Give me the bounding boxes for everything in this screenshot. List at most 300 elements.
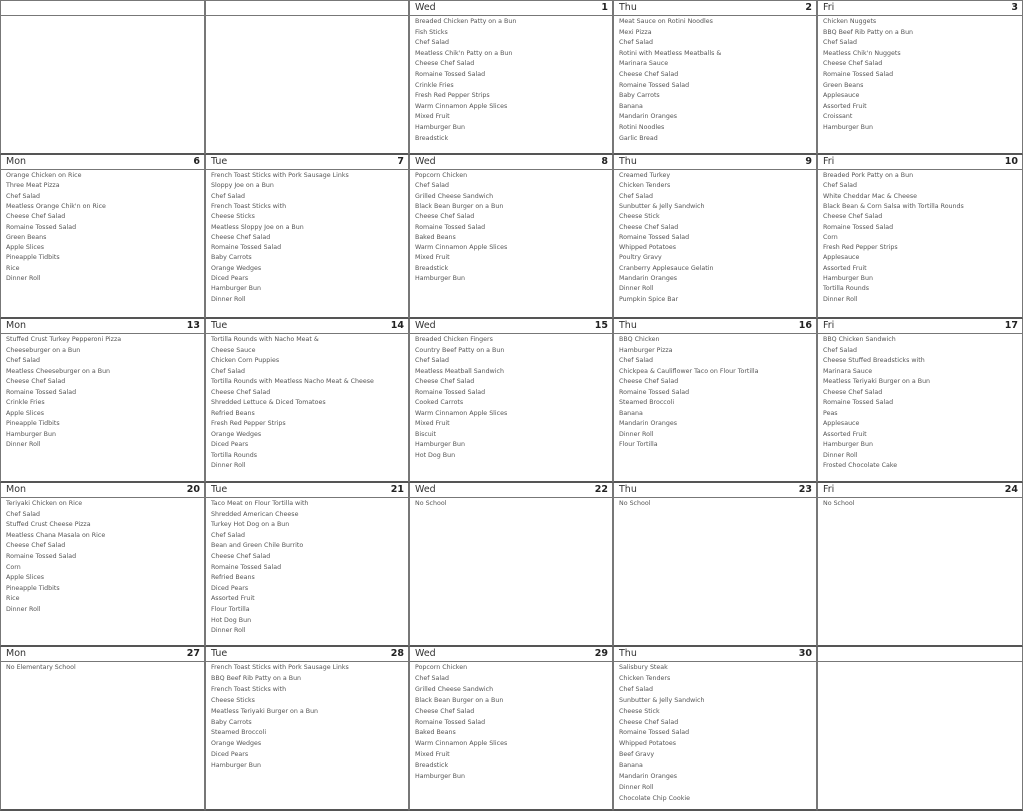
day-name: Tue: [211, 156, 228, 167]
menu-item: Dinner Roll: [823, 451, 858, 459]
day-cell: [205, 319, 409, 483]
menu-item: Tortilla Rounds with Meatless Nacho Meat & Cheese: [211, 378, 374, 385]
day-cell: [613, 0, 817, 155]
menu-item: Dinner Roll: [211, 627, 246, 635]
day-cell: [205, 647, 409, 811]
menu-item: Dinner Roll: [6, 441, 41, 448]
menu-item: Whipped Potatoes: [619, 740, 677, 748]
menu-item: Sunbutter & Jelly Sandwich: [619, 696, 705, 704]
menu-item: Apple Slices: [6, 244, 45, 252]
day-cell: [0, 0, 205, 155]
day-cell: [613, 647, 817, 811]
menu-item: Chef Salad: [211, 367, 245, 375]
menu-item: Stuffed Crust Cheese Pizza: [6, 521, 91, 529]
menu-item: Pumpkin Spice Bar: [619, 295, 679, 303]
day-header: [206, 319, 408, 334]
menu-item: Chef Salad: [6, 357, 40, 364]
menu-item: Cheese Chef Salad: [415, 213, 475, 221]
menu-item: Whipped Potatoes: [619, 244, 677, 252]
day-header: [1, 483, 204, 498]
day-name: Fri: [823, 156, 835, 167]
day-name: Wed: [415, 484, 436, 495]
menu-item: Chicken Nuggets: [823, 18, 877, 25]
day-name: Fri: [823, 320, 835, 331]
menu-item: Mandarin Oranges: [619, 113, 678, 121]
menu-item: Meatless Chik'n Patty on a Bun: [415, 49, 513, 57]
menu-item: French Toast Sticks with: [211, 202, 287, 210]
day-cell: [409, 483, 613, 647]
menu-item: Cheese Stuffed Breadsticks with: [823, 357, 925, 364]
menu-item: Cooked Carrots: [415, 399, 464, 406]
day-number: 30: [798, 648, 812, 659]
menu-item: Chicken Tenders: [619, 182, 671, 190]
day-header: [818, 647, 1022, 662]
menu-item: Chicken Corn Puppies: [211, 357, 280, 364]
menu-item: Assorted Fruit: [823, 102, 867, 110]
menu-item: Diced Pears: [211, 441, 249, 448]
menu-item: Pineapple Tidbits: [6, 254, 60, 262]
day-header: [410, 155, 612, 170]
menu-item: Cheese Chef Salad: [6, 378, 66, 385]
menu-item: Hamburger Pizza: [619, 346, 673, 354]
day-header: [206, 1, 408, 16]
day-name: Mon: [6, 156, 27, 167]
day-number: 15: [594, 320, 608, 331]
day-cell: [817, 483, 1023, 647]
menu-item: Romaine Tossed Salad: [619, 729, 690, 737]
day-header: [410, 1, 612, 16]
menu-item: Applesauce: [823, 92, 860, 100]
day-cell: [409, 647, 613, 811]
menu-item: No School: [823, 500, 855, 507]
menu-item: Romaine Tossed Salad: [211, 244, 282, 252]
day-name: Fri: [823, 2, 835, 13]
menu-item: Crinkle Fries: [6, 399, 45, 406]
menu-item: Mixed Fruit: [415, 113, 450, 121]
menu-item: Dinner Roll: [619, 783, 654, 791]
day-name: Tue: [211, 648, 228, 659]
day-number: 16: [798, 320, 812, 331]
menu-item: Cheese Sticks: [211, 696, 255, 704]
day-cell: [817, 0, 1023, 155]
menu-item: Rotini with Meatless Meatballs &: [619, 49, 722, 57]
menu-item: Banana: [619, 409, 643, 417]
menu-item: Turkey Hot Dog on a Bun: [211, 521, 290, 529]
day-name: Mon: [6, 648, 27, 659]
day-cell: [205, 0, 409, 155]
day-header: [818, 483, 1022, 498]
menu-item: BBQ Chicken Sandwich: [823, 336, 896, 343]
menu-item: Hot Dog Bun: [211, 616, 252, 624]
menu-item: Pineapple Tidbits: [6, 584, 60, 592]
day-number: 6: [193, 156, 200, 167]
day-number: 22: [594, 484, 608, 495]
day-cell: [0, 647, 205, 811]
day-name: Tue: [211, 484, 228, 495]
menu-item: Teriyaki Chicken on Rice: [6, 500, 83, 507]
menu-item: Chef Salad: [6, 192, 40, 200]
menu-item: Romaine Tossed Salad: [619, 81, 690, 89]
menu-item: Diced Pears: [211, 584, 249, 592]
menu-item: Breadstick: [415, 762, 449, 770]
menu-item: Cheese Chef Salad: [619, 718, 679, 726]
menu-item: Tortilla Rounds: [823, 285, 869, 293]
menu-item: Black Bean Burger on a Bun: [415, 696, 504, 704]
menu-item: Crinkle Fries: [415, 81, 454, 89]
day-cell: [817, 647, 1023, 811]
menu-item: Dinner Roll: [619, 285, 654, 293]
menu-item: Tortilla Rounds with Nacho Meat &: [211, 336, 319, 343]
menu-item: Chef Salad: [415, 39, 449, 47]
menu-item: Mandarin Oranges: [619, 420, 678, 427]
day-header: [1, 647, 204, 662]
menu-item: Frosted Chocolate Cake: [823, 462, 898, 469]
menu-item: Hamburger Bun: [823, 124, 873, 131]
menu-item: Chef Salad: [6, 510, 40, 518]
menu-item: Creamed Turkey: [619, 172, 671, 179]
menu-item: Green Beans: [6, 233, 47, 241]
menu-item: Refried Beans: [211, 574, 255, 582]
menu-item: Beef Gravy: [619, 751, 655, 759]
menu-item: Marinara Sauce: [823, 367, 873, 375]
menu-item: Cheese Chef Salad: [211, 388, 271, 396]
menu-item: Cheese Chef Salad: [823, 60, 883, 68]
menu-item: Chef Salad: [823, 39, 857, 47]
menu-item: Poultry Gravy: [619, 254, 662, 262]
day-number: 10: [1004, 156, 1018, 167]
menu-item: Marinara Sauce: [619, 60, 669, 68]
menu-item: Cheeseburger on a Bun: [6, 346, 81, 354]
day-number: 20: [186, 484, 200, 495]
menu-item: Chef Salad: [619, 685, 653, 693]
menu-item: Garlic Bread: [619, 134, 658, 142]
day-number: 9: [805, 156, 812, 167]
menu-item: Diced Pears: [211, 751, 249, 759]
menu-item: Refried Beans: [211, 409, 255, 417]
menu-item: Stuffed Crust Turkey Pepperoni Pizza: [6, 336, 122, 343]
day-number: 17: [1004, 320, 1018, 331]
day-name: Thu: [619, 484, 637, 495]
day-number: 14: [390, 320, 404, 331]
menu-item: Meat Sauce on Rotini Noodles: [619, 18, 713, 25]
menu-item: Cheese Chef Salad: [619, 223, 679, 231]
day-name: Thu: [619, 648, 637, 659]
menu-item: Cheese Sticks: [211, 213, 255, 221]
menu-item: Orange Chicken on Rice: [6, 172, 82, 179]
menu-item: Banana: [619, 102, 643, 110]
menu-item: Baby Carrots: [211, 254, 252, 262]
menu-item: Rice: [6, 595, 20, 603]
menu-item: Popcorn Chicken: [415, 172, 468, 179]
menu-item: White Cheddar Mac & Cheese: [823, 192, 917, 200]
menu-item: Romaine Tossed Salad: [211, 563, 282, 571]
menu-item: Romaine Tossed Salad: [415, 223, 486, 231]
menu-item: Cheese Chef Salad: [619, 71, 679, 78]
day-header: [1, 155, 204, 170]
menu-item: Flour Tortilla: [619, 441, 658, 448]
day-cell: [817, 319, 1023, 483]
menu-item: Hamburger Bun: [211, 285, 261, 293]
menu-item: Hamburger Bun: [823, 441, 873, 448]
day-name: Tue: [211, 320, 228, 331]
menu-item: Mixed Fruit: [415, 751, 450, 759]
menu-item: Orange Wedges: [211, 740, 262, 748]
menu-item: Warm Cinnamon Apple Slices: [415, 409, 508, 417]
menu-item: Three Meat Pizza: [6, 182, 60, 190]
menu-item: Warm Cinnamon Apple Slices: [415, 102, 508, 110]
menu-item: Rotini Noodles: [619, 124, 665, 131]
menu-item: Steamed Broccoli: [619, 399, 675, 406]
menu-item: Breaded Pork Patty on a Bun: [823, 172, 914, 179]
menu-item: Corn: [823, 233, 838, 241]
day-header: [1, 1, 204, 16]
menu-item: Orange Wedges: [211, 430, 262, 438]
menu-item: No School: [415, 500, 447, 507]
menu-item: Romaine Tossed Salad: [6, 388, 77, 396]
day-header: [614, 319, 816, 334]
menu-item: Cheese Chef Salad: [415, 707, 475, 715]
menu-item: Taco Meat on Flour Tortilla with: [211, 500, 309, 507]
menu-item: Cheese Chef Salad: [6, 213, 66, 221]
menu-item: Hot Dog Bun: [415, 451, 456, 459]
menu-item: Meatless Cheeseburger on a Bun: [6, 367, 111, 375]
day-number: 29: [594, 648, 608, 659]
menu-item: Assorted Fruit: [211, 595, 255, 603]
menu-item: Fresh Red Pepper Strips: [211, 420, 286, 427]
menu-item: Dinner Roll: [211, 295, 246, 303]
menu-item: Romaine Tossed Salad: [619, 233, 690, 241]
day-name: Mon: [6, 484, 27, 495]
menu-item: Cheese Stick: [619, 213, 660, 221]
menu-item: Apple Slices: [6, 574, 45, 582]
menu-item: Salisbury Steak: [619, 664, 668, 671]
menu-item: Cheese Chef Salad: [6, 542, 66, 550]
day-number: 2: [805, 2, 812, 13]
day-cell: [205, 483, 409, 647]
day-header: [206, 647, 408, 662]
menu-item: Popcorn Chicken: [415, 664, 468, 671]
menu-item: Corn: [6, 563, 21, 571]
menu-item: Breadstick: [415, 264, 449, 272]
day-header: [206, 155, 408, 170]
menu-item: Orange Wedges: [211, 264, 262, 272]
menu-item: French Toast Sticks with Pork Sausage Links: [211, 664, 349, 671]
menu-item: Grilled Cheese Sandwich: [415, 192, 494, 200]
menu-item: No School: [619, 500, 651, 507]
menu-item: Pineapple Tidbits: [6, 420, 60, 427]
menu-item: Chickpea & Cauliflower Taco on Flour Tortilla: [619, 367, 759, 375]
day-name: Mon: [6, 320, 27, 331]
day-name: Wed: [415, 2, 436, 13]
menu-item: Warm Cinnamon Apple Slices: [415, 740, 508, 748]
menu-item: Romaine Tossed Salad: [619, 388, 690, 396]
menu-item: Cheese Chef Salad: [823, 213, 883, 221]
day-cell: [817, 155, 1023, 319]
menu-item: Grilled Cheese Sandwich: [415, 685, 494, 693]
menu-item: Cheese Chef Salad: [211, 553, 271, 560]
day-name: Thu: [619, 156, 637, 167]
menu-item: Breaded Chicken Patty on a Bun: [415, 18, 517, 25]
menu-item: Steamed Broccoli: [211, 729, 267, 737]
day-header: [410, 647, 612, 662]
menu-item: Cheese Stick: [619, 707, 660, 715]
menu-item: Bean and Green Chile Burrito: [211, 542, 304, 550]
day-header: [1, 319, 204, 334]
menu-item: Biscuit: [415, 430, 437, 438]
menu-item: BBQ Beef Rib Patty on a Bun: [211, 674, 302, 682]
menu-item: Baked Beans: [415, 729, 456, 737]
menu-item: BBQ Beef Rib Patty on a Bun: [823, 28, 914, 36]
menu-item: Tortilla Rounds: [211, 451, 257, 459]
menu-item: Chef Salad: [211, 531, 245, 539]
menu-item: Romaine Tossed Salad: [6, 553, 77, 560]
menu-item: Hamburger Bun: [823, 275, 873, 282]
menu-item: No Elementary School: [6, 664, 76, 671]
menu-item: Cranberry Applesauce Gelatin: [619, 264, 714, 272]
menu-item: Meatless Chik'n Nuggets: [823, 49, 901, 57]
menu-item: Cheese Chef Salad: [211, 233, 271, 241]
menu-item: Breaded Chicken Fingers: [415, 336, 493, 343]
day-cell: [205, 155, 409, 319]
menu-item: Mandarin Oranges: [619, 275, 678, 282]
day-cell: [0, 483, 205, 647]
menu-item: Sunbutter & Jelly Sandwich: [619, 202, 705, 210]
day-number: 23: [798, 484, 812, 495]
day-cell: [613, 155, 817, 319]
menu-item: Chef Salad: [619, 192, 653, 200]
menu-item: Romaine Tossed Salad: [823, 223, 894, 231]
menu-item: French Toast Sticks with: [211, 685, 287, 693]
menu-item: Warm Cinnamon Apple Slices: [415, 244, 508, 252]
day-number: 3: [1011, 2, 1018, 13]
day-name: Wed: [415, 320, 436, 331]
menu-item: Hamburger Bun: [415, 275, 465, 282]
menu-item: Rice: [6, 264, 20, 272]
day-number: 13: [186, 320, 200, 331]
menu-item: Hamburger Bun: [415, 773, 465, 780]
menu-item: Meatless Teriyaki Burger on a Bun: [211, 707, 319, 715]
menu-item: Shredded Lettuce & Diced Tomatoes: [211, 399, 326, 406]
menu-item: Romaine Tossed Salad: [6, 223, 77, 231]
menu-item: Mandarin Oranges: [619, 773, 678, 780]
menu-item: Fresh Red Pepper Strips: [823, 244, 898, 252]
menu-item: Country Beef Patty on a Bun: [415, 346, 505, 354]
day-name: Fri: [823, 484, 835, 495]
menu-item: Hamburger Bun: [6, 430, 56, 438]
menu-item: French Toast Sticks with Pork Sausage Links: [211, 172, 349, 179]
menu-item: Peas: [823, 409, 838, 417]
day-header: [410, 319, 612, 334]
day-name: Thu: [619, 2, 637, 13]
menu-item: Baby Carrots: [211, 718, 252, 726]
day-header: [818, 155, 1022, 170]
menu-item: Chef Salad: [211, 192, 245, 200]
day-header: [614, 1, 816, 16]
menu-item: Applesauce: [823, 420, 860, 427]
day-number: 24: [1004, 484, 1018, 495]
day-number: 27: [186, 648, 200, 659]
menu-item: Hamburger Bun: [415, 441, 465, 448]
menu-item: Meatless Chana Masala on Rice: [6, 531, 106, 539]
menu-item: Mexi Pizza: [619, 28, 652, 36]
menu-item: Romaine Tossed Salad: [823, 71, 894, 78]
day-cell: [613, 319, 817, 483]
menu-item: Meatless Sloppy Joe on a Bun: [211, 223, 304, 231]
menu-item: Black Bean Burger on a Bun: [415, 202, 504, 210]
menu-item: Assorted Fruit: [823, 264, 867, 272]
menu-item: Green Beans: [823, 81, 864, 89]
day-cell: [0, 155, 205, 319]
day-cell: [409, 319, 613, 483]
day-header: [818, 1, 1022, 16]
day-name: Thu: [619, 320, 637, 331]
day-cell: [613, 483, 817, 647]
menu-item: Diced Pears: [211, 275, 249, 282]
menu-item: Romaine Tossed Salad: [823, 399, 894, 406]
menu-item: Apple Slices: [6, 409, 45, 417]
menu-item: Chocolate Chip Cookie: [619, 794, 691, 802]
menu-item: Cheese Sauce: [211, 346, 256, 354]
day-number: 28: [390, 648, 404, 659]
day-cell: [409, 0, 613, 155]
day-cell: [409, 155, 613, 319]
day-number: 7: [397, 156, 404, 167]
day-name: Wed: [415, 156, 436, 167]
day-number: 1: [601, 2, 608, 13]
menu-item: Romaine Tossed Salad: [415, 388, 486, 396]
menu-item: BBQ Chicken: [619, 336, 660, 343]
menu-item: Assorted Fruit: [823, 430, 867, 438]
menu-item: Meatless Meatball Sandwich: [415, 367, 505, 375]
day-cell: [0, 319, 205, 483]
menu-item: Banana: [619, 762, 643, 770]
menu-item: Fish Sticks: [415, 28, 448, 36]
menu-item: Chef Salad: [415, 357, 449, 364]
menu-item: Chef Salad: [415, 674, 449, 682]
menu-item: Croissant: [823, 113, 853, 121]
menu-item: Chef Salad: [415, 182, 449, 190]
menu-item: Dinner Roll: [6, 606, 41, 613]
day-header: [206, 483, 408, 498]
menu-item: Applesauce: [823, 254, 860, 262]
menu-item: Chef Salad: [619, 39, 653, 47]
day-header: [818, 319, 1022, 334]
menu-item: Shredded American Cheese: [211, 510, 299, 518]
menu-item: Dinner Roll: [6, 275, 41, 282]
day-header: [614, 155, 816, 170]
day-number: 8: [601, 156, 608, 167]
menu-item: Dinner Roll: [619, 430, 654, 438]
menu-item: Cheese Chef Salad: [619, 378, 679, 385]
menu-item: Fresh Red Pepper Strips: [415, 92, 490, 100]
menu-item: Sloppy Joe on a Bun: [211, 182, 274, 190]
day-name: Wed: [415, 648, 436, 659]
menu-item: Cheese Chef Salad: [415, 60, 475, 68]
day-header: [410, 483, 612, 498]
menu-item: Hamburger Bun: [415, 124, 465, 131]
day-number: 21: [390, 484, 404, 495]
menu-item: Baby Carrots: [619, 92, 660, 100]
menu-item: Breadstick: [415, 134, 449, 142]
menu-item: Mixed Fruit: [415, 254, 450, 262]
menu-item: Mixed Fruit: [415, 420, 450, 427]
menu-item: Meatless Teriyaki Burger on a Bun: [823, 378, 931, 385]
menu-item: Baked Beans: [415, 233, 456, 241]
menu-item: Chef Salad: [823, 182, 857, 190]
menu-item: Dinner Roll: [211, 462, 246, 469]
menu-item: Romaine Tossed Salad: [415, 71, 486, 78]
menu-item: Cheese Chef Salad: [823, 388, 883, 396]
